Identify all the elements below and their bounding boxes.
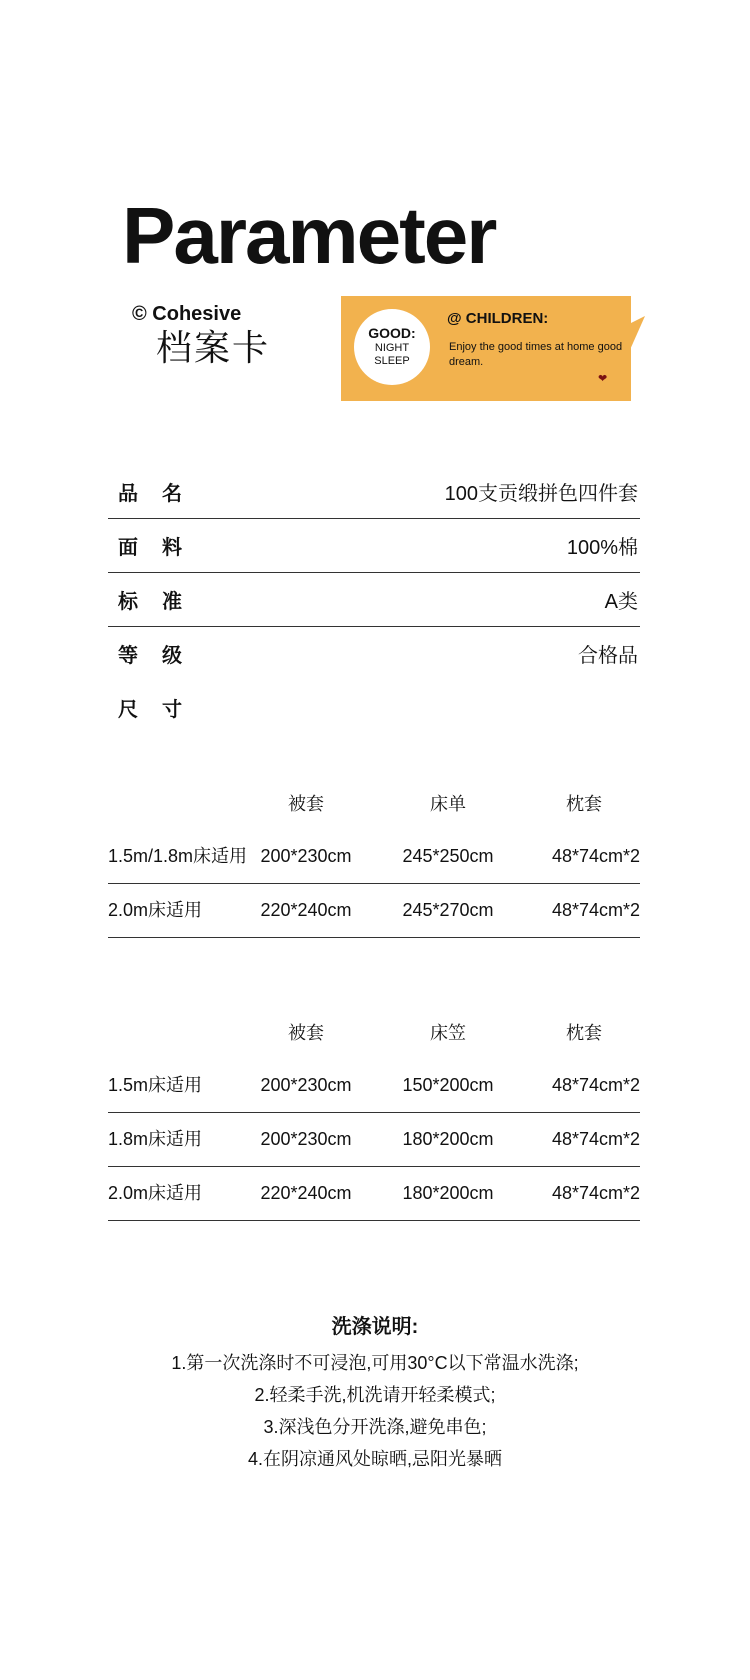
table-cell: 245*270cm [402, 900, 494, 920]
spec-label: 尺寸 [118, 699, 206, 721]
wash-line: 3.深浅色分开洗涤,避免串色; [263, 1417, 487, 1437]
good-night-badge [354, 309, 430, 385]
badge-line-2: NIGHT [374, 341, 410, 354]
table-cell: 200*230cm [260, 846, 352, 866]
spec-row [108, 627, 640, 680]
wash-line: 2.轻柔手洗,机洗请开轻柔模式; [254, 1385, 496, 1405]
column-header: 被套 [288, 1023, 324, 1043]
spec-value: 100%棉 [566, 537, 638, 559]
spec-value: 合格品 [578, 645, 638, 667]
table-cell: 48*74cm*2 [551, 900, 640, 920]
table-cell: 180*200cm [402, 1129, 494, 1149]
table-cell: 220*240cm [260, 900, 352, 920]
table-cell: 2.0m床适用 [108, 900, 203, 920]
heart-icon: ❤ [598, 373, 608, 385]
spec-row [108, 681, 640, 734]
table-row [108, 1059, 640, 1113]
table-row [108, 1167, 640, 1221]
table-cell: 200*230cm [260, 1129, 352, 1149]
table-cell: 48*74cm*2 [551, 1129, 640, 1149]
spec-row [108, 573, 640, 627]
speech-tail [629, 316, 649, 356]
table-row [108, 884, 640, 938]
table-header [108, 1007, 640, 1060]
spec-value: A类 [604, 591, 638, 613]
table-cell: 2.0m床适用 [108, 1183, 203, 1203]
wash-title: 洗涤说明: [331, 1316, 419, 1338]
brand-block [132, 304, 270, 368]
table-cell: 220*240cm [260, 1183, 352, 1203]
table-header [108, 778, 640, 831]
spec-label: 品名 [118, 483, 206, 505]
brand-name: © Cohesive [132, 303, 242, 325]
table-row [108, 1113, 640, 1167]
table-cell: 48*74cm*2 [551, 846, 640, 866]
column-header: 枕套 [566, 794, 602, 814]
table-cell: 1.5m床适用 [108, 1075, 203, 1095]
table-cell: 1.8m床适用 [108, 1129, 203, 1149]
card-text: Enjoy the good times at home good dream. [449, 341, 623, 368]
spec-label: 标准 [118, 591, 206, 613]
card-heading: @ CHILDREN: [447, 310, 549, 327]
spec-row [108, 519, 640, 573]
table-cell: 150*200cm [402, 1075, 494, 1095]
badge-line-1: GOOD: [368, 325, 416, 342]
promo-card [341, 296, 631, 401]
wash-line: 4.在阴凉通风处晾晒,忌阳光暴晒 [247, 1449, 502, 1469]
column-header: 床单 [430, 794, 466, 814]
table-cell: 1.5m/1.8m床适用 [108, 846, 248, 866]
table-cell: 200*230cm [260, 1075, 352, 1095]
column-header: 被套 [288, 794, 324, 814]
washing-instructions [0, 1310, 750, 1475]
wash-line: 1.第一次洗涤时不可浸泡,可用30°C以下常温水洗涤; [171, 1353, 579, 1373]
brand-subtitle: 档案卡 [156, 327, 271, 368]
column-header: 床笠 [430, 1023, 466, 1043]
spec-label: 面料 [118, 537, 206, 559]
table-cell: 48*74cm*2 [551, 1183, 640, 1203]
table-cell: 48*74cm*2 [551, 1075, 640, 1095]
table-row [108, 830, 640, 884]
column-header: 枕套 [566, 1023, 602, 1043]
page-title: Parameter [122, 191, 496, 280]
spec-value: 100支贡缎拼色四件套 [444, 483, 638, 505]
spec-label: 等级 [118, 645, 206, 667]
spec-row [108, 465, 640, 519]
badge-line-3: SLEEP [374, 354, 410, 367]
table-cell: 245*250cm [402, 846, 494, 866]
table-cell: 180*200cm [402, 1183, 494, 1203]
